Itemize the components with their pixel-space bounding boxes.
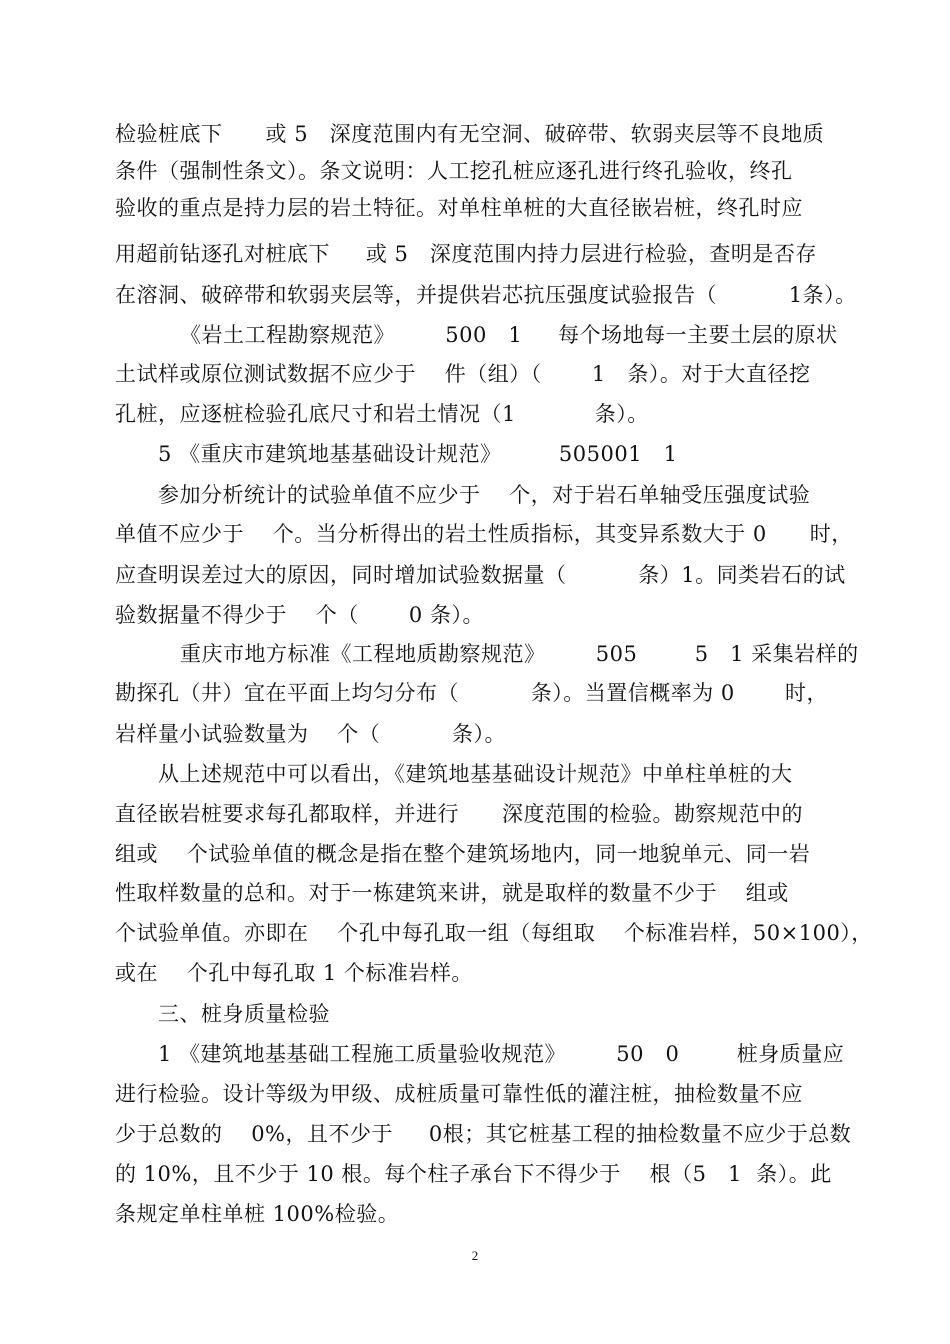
text-line: 检验桩底下 或 5 深度范围内有无空洞、破碎带、软弱夹层等不良地质 <box>115 122 825 146</box>
text-line: 验数据量不得少于 个（ 0 条）。 <box>115 603 484 627</box>
text-line: 性取样数量的总和。对于一栋建筑来讲，就是取样的数量不少于 组或 <box>115 881 789 905</box>
text-line: 少于总数的 0%，且不少于 0根；其它桩基工程的抽检数量不应少于总数 <box>115 1122 852 1146</box>
text-line: 从上述规范中可以看出，《建筑地基基础设计规范》中单柱单桩的大 <box>158 762 793 786</box>
text-line: 1 《建筑地基基础工程施工质量验收规范》 50 0 桩身质量应 <box>158 1042 845 1066</box>
text-line: 岩样量小试验数量为 个（ 条）。 <box>115 722 506 746</box>
text-line: 重庆市地方标准《工程地质勘察规范》 505 5 1 采集岩样的 <box>180 642 859 666</box>
text-line: 组或 个试验单值的概念是指在整个建筑场地内，同一地貌单元、同一岩 <box>115 842 811 866</box>
text-line: 在溶洞、破碎带和软弱夹层等，并提供岩芯抗压强度试验报告（ 1条）。 <box>115 283 857 307</box>
text-line: 用超前钻逐孔对桩底下 或 5 深度范围内持力层进行检验，查明是否存 <box>115 242 817 266</box>
text-line: 勘探孔（井）宜在平面上均匀分布（ 条）。当置信概率为 0 时， <box>115 681 829 705</box>
text-line: 参加分析统计的试验单值不应少于 个，对于岩石单轴受压强度试验 <box>158 483 811 507</box>
text-line: 5 《重庆市建筑地基基础设计规范》 505001 1 <box>158 442 678 466</box>
text-line: 进行检验。设计等级为甲级、成桩质量可靠性低的灌注桩，抽检数量不应 <box>115 1082 803 1106</box>
text-line: 验收的重点是持力层的岩土特征。对单柱单桩的大直径嵌岩桩，终孔时应 <box>115 196 803 220</box>
text-line: 个试验单值。亦即在 个孔中每孔取一组（每组取 个标准岩样，50×100）， <box>115 921 873 945</box>
text-line: 直径嵌岩桩要求每孔都取样，并进行 深度范围的检验。勘察规范中的 <box>115 802 804 826</box>
text-line: 的 10%，且不少于 10 根。每个柱子承台下不得少于 根（5 1 条）。此 <box>115 1162 832 1186</box>
text-line: 孔桩，应逐桩检验孔底尺寸和岩土情况（1 条）。 <box>115 402 649 426</box>
section-heading: 三、桩身质量检验 <box>158 1002 330 1026</box>
text-line: 条规定单柱单桩 100%检验。 <box>115 1202 400 1226</box>
text-line: 《岩土工程勘察规范》 500 1 每个场地每一主要土层的原状 <box>180 323 838 347</box>
text-line: 条件（强制性条文）。条文说明：人工挖孔桩应逐孔进行终孔验收，终孔 <box>115 159 793 183</box>
text-line: 土试样或原位测试数据不应少于 件（组）（ 1 条）。对于大直径挖 <box>115 362 811 386</box>
page-number: 2 <box>471 1248 479 1263</box>
text-line: 应查明误差过大的原因，同时增加试验数据量（ 条）1。同类岩石的试 <box>115 563 846 587</box>
text-line: 或在 个孔中每孔取 1 个标准岩样。 <box>115 961 473 985</box>
text-line: 单值不应少于 个。当分析得出的岩土性质指标，其变异系数大于 0 时， <box>115 522 853 546</box>
